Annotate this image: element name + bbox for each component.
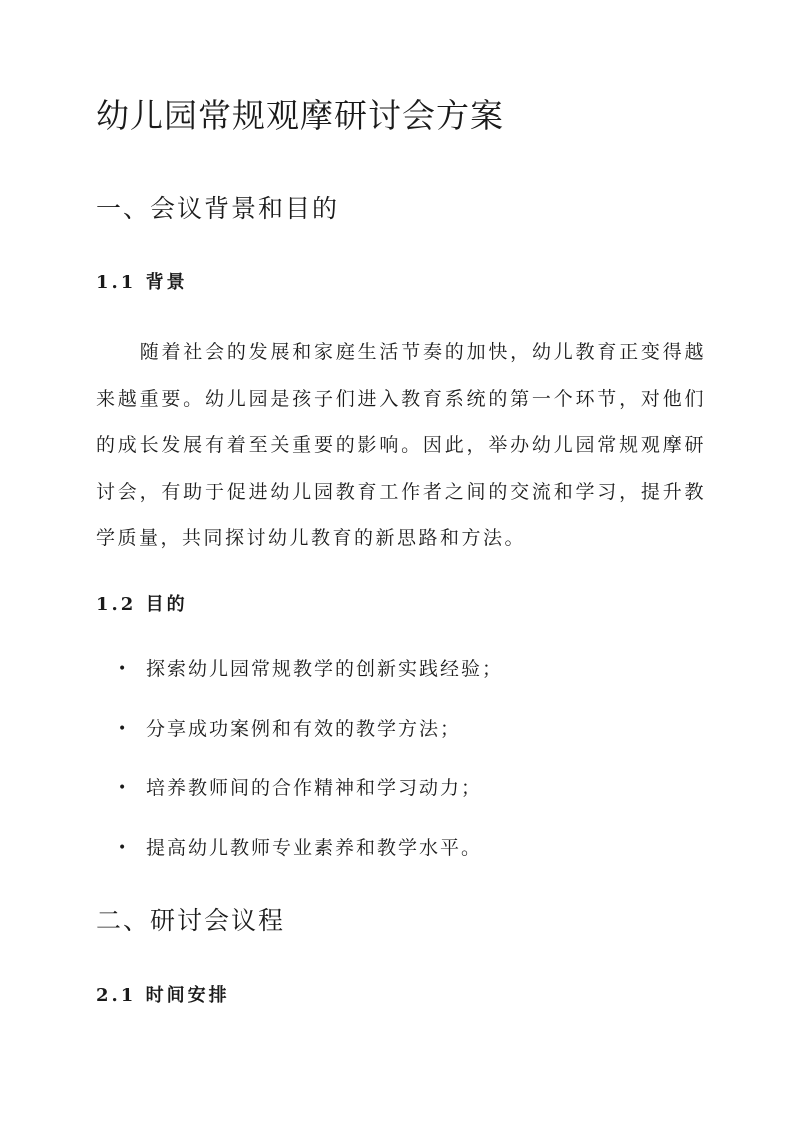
subsection-heading-purpose: 1.2 目的 (96, 594, 188, 615)
list-item-text: 提高幼儿教师专业素养和教学水平。 (146, 836, 483, 859)
list-item (96, 825, 503, 885)
background-paragraph: 随着社会的发展和家庭生活节奏的加快，幼儿教育正变得越来越重要。幼儿园是孩子们进入教育系统的第一个环节，对他们的成长发展有着至关重要的影响。因此，举办幼儿园常规观摩研讨会，有助于促进幼儿园教育工作者之间的交流和学习，提升教学质量，共同探讨幼儿教育的新思路和方法。 (96, 341, 706, 549)
bullet-icon: • (118, 661, 129, 677)
bullet-icon: • (118, 720, 129, 737)
purpose-bullet-list (96, 646, 503, 884)
document-title: 幼儿园常规观摩研讨会方案 (96, 96, 504, 135)
subsection-heading-background: 1.1 背景 (96, 272, 188, 293)
list-item-text: 分享成功案例和有效的教学方法； (146, 717, 462, 740)
section-heading-agenda: 二、研讨会议程 (96, 906, 286, 935)
bullet-icon: • (118, 839, 129, 856)
subsection-heading-schedule: 2.1 时间安排 (96, 985, 230, 1006)
list-item (96, 765, 503, 825)
list-item-text: 培养教师间的合作精神和学习动力； (146, 777, 483, 799)
bullet-icon: • (118, 780, 129, 796)
section-heading-background-purpose: 一、会议背景和目的 (96, 194, 340, 223)
list-item (96, 706, 503, 766)
list-item (96, 646, 503, 706)
list-item-text: 探索幼儿园常规教学的创新实践经验； (146, 658, 504, 680)
